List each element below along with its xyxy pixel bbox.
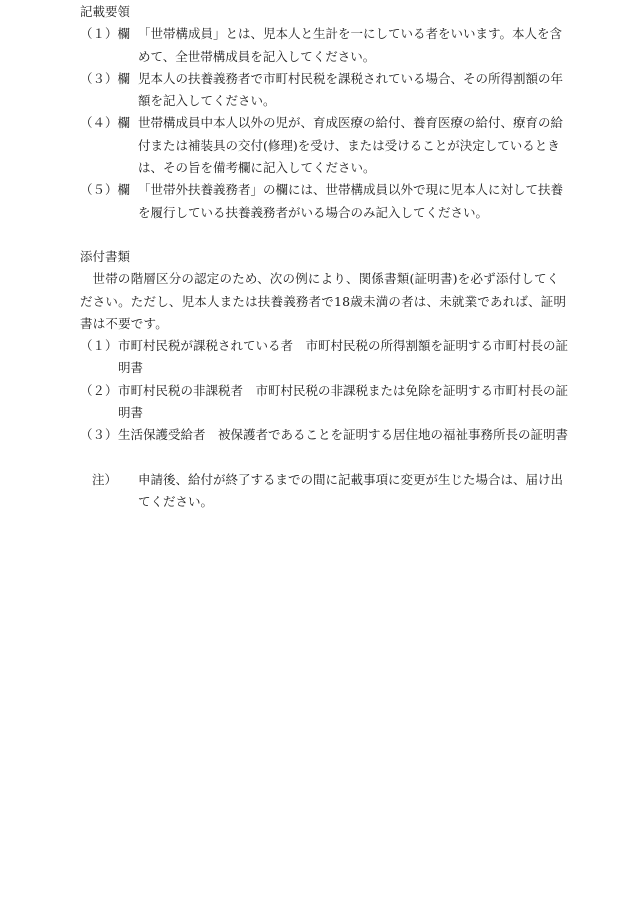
note-label: 注）	[92, 471, 118, 487]
attachment-item	[80, 335, 570, 380]
instruction-item	[80, 179, 570, 224]
instruction-item	[80, 68, 570, 113]
attachments-intro: 世帯の階層区分の認定のため、次の例により、関係書類(証明書)を必ず添付してください。ただし、児本人または扶養義務者で18歳未満の者は、未就業であれば、証明書は不要です。	[80, 271, 567, 331]
section-spacer	[80, 224, 570, 246]
attachment-item	[80, 424, 570, 446]
note-text: 申請後、給付が終了するまでの間に記載事項に変更が生じた場合は、届け出てください。	[138, 471, 564, 509]
attachment-number: （２）	[80, 382, 118, 398]
attachment-number: （３）	[80, 427, 118, 443]
instruction-text: 「世帯構成員」とは、児本人と生計を一にしている者をいいます。本人を含めて、全世帯構成員を記入してください。	[138, 26, 563, 64]
instruction-text: 「世帯外扶養義務者」の欄には、世帯構成員以外で現に児本人に対して扶養を履行している扶養義務者がいる場合のみ記入してください。	[138, 182, 564, 220]
instruction-number: （４）欄	[80, 115, 131, 131]
instruction-text: 児本人の扶養義務者で市町村民税を課税されている場合、その所得割額の年額を記入してください。	[138, 70, 564, 109]
instruction-item	[80, 112, 570, 179]
attachment-text: 市町村民税の非課税者 市町村民税の非課税または免除を証明する市町村長の証明書	[118, 382, 569, 421]
instruction-number: （５）欄	[80, 182, 131, 198]
instruction-number: （３）欄	[80, 70, 131, 86]
instruction-text: 世帯構成員中本人以外の児が、育成医療の給付、養育医療の給付、療育の給付または補装具の交付(修理)を受け、または受けることが決定しているときは、その旨を備考欄に記入してください。	[138, 115, 564, 176]
instruction-item	[80, 23, 570, 68]
instructions-heading: 記載要領	[80, 4, 131, 19]
attachment-text: 市町村民税が課税されている者 市町村民税の所得割額を証明する市町村長の証明書	[118, 338, 569, 376]
attachment-number: （１）	[80, 338, 118, 354]
document-page	[80, 1, 570, 513]
note	[80, 469, 570, 514]
attachments-heading: 添付書類	[80, 248, 131, 264]
attachment-text: 生活保護受給者 被保護者であることを証明する居住地の福祉事務所長の証明書	[118, 427, 569, 443]
instruction-number: （１）欄	[80, 26, 131, 42]
attachment-item	[80, 380, 570, 425]
